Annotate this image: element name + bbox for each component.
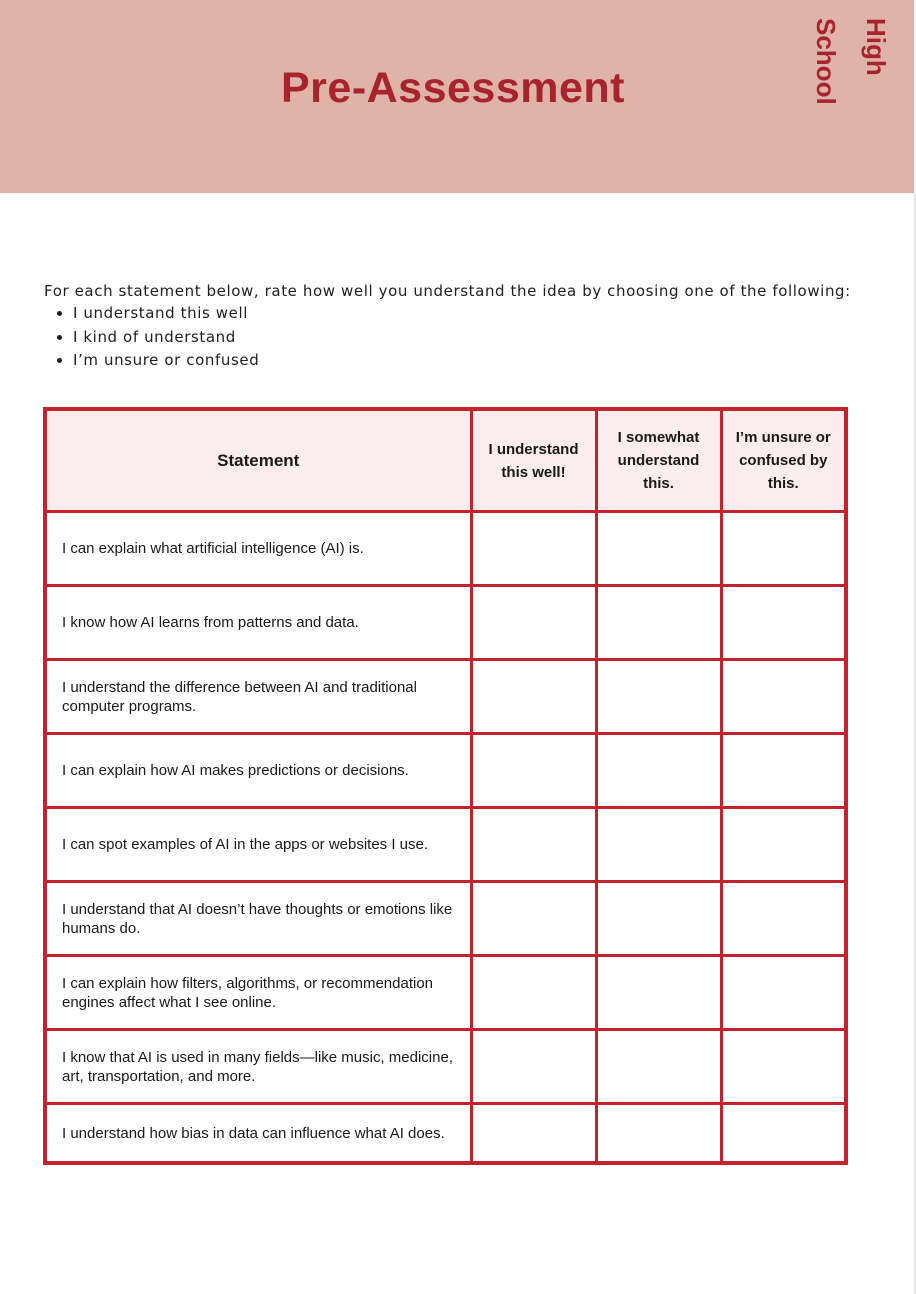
header-band (0, 0, 914, 193)
rating-cell-somewhat-understand[interactable] (596, 882, 721, 956)
grade-level-label: High School (811, 18, 891, 105)
rating-cell-understand-well[interactable] (471, 512, 596, 586)
table-row (45, 1030, 846, 1104)
rating-cell-understand-well[interactable] (471, 882, 596, 956)
instructions-intro: For each statement below, rate how well you understand the idea by choosing one of the following: (44, 282, 851, 300)
rating-option: • I’m unsure or confused (73, 349, 874, 373)
page-title: Pre-Assessment (280, 64, 625, 112)
rating-cell-understand-well[interactable] (471, 956, 596, 1030)
rating-cell-unsure[interactable] (721, 1030, 846, 1104)
rating-cell-somewhat-understand[interactable] (596, 512, 721, 586)
rating-cell-unsure[interactable] (721, 512, 846, 586)
self-rating-table (43, 407, 848, 1165)
rating-cell-understand-well[interactable] (471, 660, 596, 734)
statement-cell: I can spot examples of AI in the apps or websites I use. (45, 808, 471, 882)
column-header-understand-well: I understand this well! (471, 409, 596, 512)
rating-cell-unsure[interactable] (721, 808, 846, 882)
rating-cell-understand-well[interactable] (471, 734, 596, 808)
rating-cell-somewhat-understand[interactable] (596, 1104, 721, 1164)
table-row (45, 734, 846, 808)
statement-cell: I can explain how filters, algorithms, or recommendation engines affect what I see online. (45, 956, 471, 1030)
table-row (45, 808, 846, 882)
statement-cell: I understand how bias in data can influence what AI does. (45, 1104, 471, 1164)
rating-cell-unsure[interactable] (721, 734, 846, 808)
table-row (45, 1104, 846, 1164)
rating-cell-understand-well[interactable] (471, 1030, 596, 1104)
statement-cell: I can explain what artificial intelligence (AI) is. (45, 512, 471, 586)
rating-cell-understand-well[interactable] (471, 586, 596, 660)
table-row (45, 512, 846, 586)
table-header-row (45, 409, 846, 512)
statement-cell: I understand the difference between AI and traditional computer programs. (45, 660, 471, 734)
rating-cell-somewhat-understand[interactable] (596, 956, 721, 1030)
rating-cell-somewhat-understand[interactable] (596, 808, 721, 882)
rating-cell-somewhat-understand[interactable] (596, 1030, 721, 1104)
rating-cell-unsure[interactable] (721, 882, 846, 956)
rating-options-list (44, 302, 874, 373)
statement-cell: I understand that AI doesn’t have thoughts or emotions like humans do. (45, 882, 471, 956)
statement-cell: I can explain how AI makes predictions or decisions. (45, 734, 471, 808)
rating-cell-understand-well[interactable] (471, 808, 596, 882)
column-header-unsure: I’m unsure or confused by this. (721, 409, 846, 512)
table-row (45, 660, 846, 734)
column-header-statement: Statement (45, 409, 471, 512)
rating-option: • I understand this well (73, 302, 874, 326)
rating-cell-somewhat-understand[interactable] (596, 586, 721, 660)
rating-cell-somewhat-understand[interactable] (596, 660, 721, 734)
rating-cell-somewhat-understand[interactable] (596, 734, 721, 808)
rating-cell-unsure[interactable] (721, 586, 846, 660)
table-row (45, 956, 846, 1030)
rating-option: • I kind of understand (73, 326, 874, 350)
rating-cell-unsure[interactable] (721, 956, 846, 1030)
rating-cell-unsure[interactable] (721, 660, 846, 734)
rating-cell-unsure[interactable] (721, 1104, 846, 1164)
statement-cell: I know how AI learns from patterns and data. (45, 586, 471, 660)
table-row (45, 586, 846, 660)
statement-cell: I know that AI is used in many fields—like music, medicine, art, transportation, and more. (45, 1030, 471, 1104)
table-row (45, 882, 846, 956)
column-header-somewhat-understand: I somewhat understand this. (596, 409, 721, 512)
rating-cell-understand-well[interactable] (471, 1104, 596, 1164)
instructions (44, 280, 874, 373)
